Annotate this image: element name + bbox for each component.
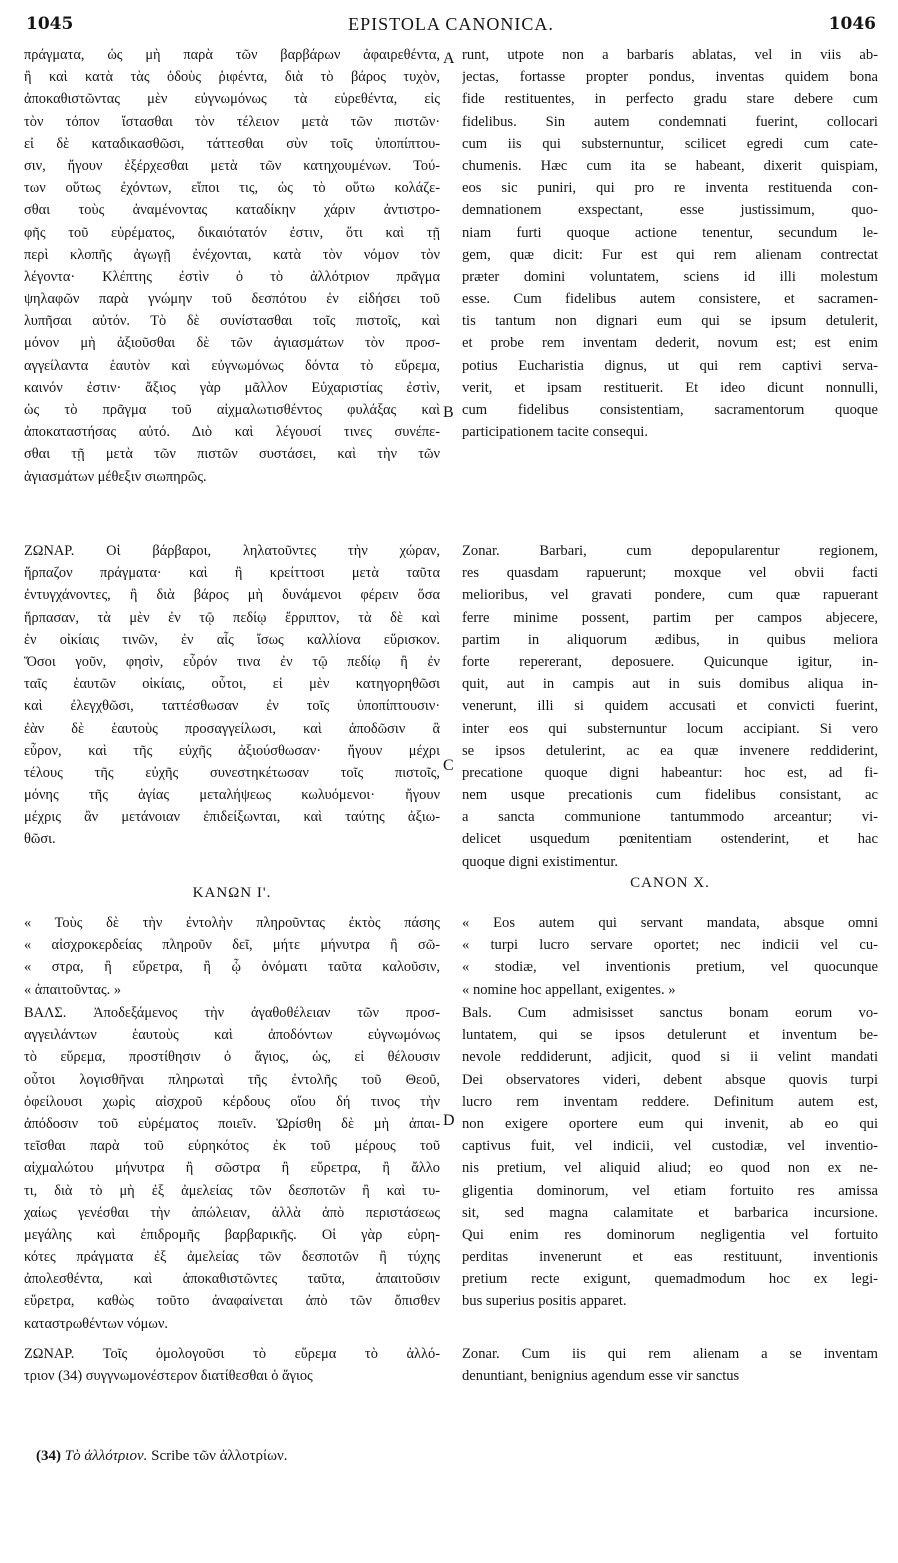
- greek-block-2: [24, 540, 440, 851]
- text-line: chumenis. Hæc cum ita se habeant, dixerit quispiam,: [462, 157, 878, 174]
- text-line: τέλους τῆς εὐχῆς συνεστηκέτωσαν τοῖς πιστοῖς,: [24, 764, 440, 781]
- canon-heading-latin: CANON X.: [630, 875, 710, 891]
- text-line: αγγειλάντων ἑαυτοὺς καὶ ἀποδόντων εὐγνωμόνως: [24, 1027, 440, 1044]
- text-line: ἐν οἰκίαις τινῶν, ἐν αἷς ἴσως καλλίονα εὕρισκον.: [24, 631, 440, 648]
- text-line: « turpi lucro servare oportet; nec indicii vel cu-: [462, 937, 878, 954]
- text-line: ὀφείλουσι χωρὶς αἰσχροῦ κέρδους οἵου δή τινος τὴν: [24, 1093, 440, 1110]
- text-line: captivus fuit, vel indicii, vel custodiæ, vel inventio-: [462, 1138, 878, 1155]
- text-line: potius Eucharistia dignus, ut qui rem captivi serva-: [462, 357, 878, 374]
- text-line: cum iis qui substernuntur, scilicet egredi cum cate-: [462, 135, 878, 152]
- text-line: τὸ εὕρεμα, προστίθησιν ὁ ἅγιος, ὡς, εἰ θέλουσιν: [24, 1049, 440, 1066]
- section-marker-c: C: [443, 757, 454, 774]
- text-line: « stodiæ, vel inventionis pretium, vel quocunque: [462, 959, 878, 976]
- text-line: μέχρις ἂν μετάνοιαν ἐπιδείξωνται, καὶ ταύτης ἀξιω-: [24, 809, 440, 826]
- text-line: demnationem exspectant, esse justissimum, quo-: [462, 202, 878, 219]
- running-title: EPISTOLA CANONICA.: [348, 14, 554, 34]
- text-line: θῶσι.: [24, 831, 56, 848]
- latin-block-2: [462, 540, 878, 873]
- text-line: inter eos qui substernuntur locum accipiant. Si vero: [462, 720, 878, 737]
- text-line: ψηλαφῶν παρὰ γνώμην τοῦ δεσπότου ἐν εἰδήσει τοῦ: [24, 291, 440, 308]
- text-line: participationem tacite consequi.: [462, 424, 648, 441]
- text-line: εἰ δὲ καταδικασθῶσι, τάττεσθαι σὺν τοῖς ὑποπίπτου-: [24, 135, 440, 152]
- text-line: περὶ κλοπῆς ἀγωγῇ ἐνέχονται, κατὰ τὸν νόμον τὸν: [24, 246, 440, 263]
- text-line: denuntiant, benignius agendum esse vir sanctus: [462, 1368, 740, 1385]
- greek-canon-title: [24, 882, 440, 904]
- text-line: αἰχμαλώτου μήνυτρα ἢ σῶστρα ἢ εὕρετρα, ἢ ἄλλο: [24, 1160, 440, 1177]
- text-line: « ἀπαιτοῦντας. »: [24, 981, 122, 998]
- text-line: verit, et ipsam restituerit. Et ideo dicunt nonnulli,: [462, 379, 878, 396]
- text-line: εὗρον, καὶ τῆς εὐχῆς ἀξιούσθωσαν· ἤγουν μέχρι: [24, 742, 440, 759]
- greek-canon-text: [24, 912, 440, 1001]
- section-marker-d: D: [443, 1112, 455, 1129]
- text-line: delicet usquedum pœnitentiam ostenderint, et hac: [462, 831, 878, 848]
- text-line: jectas, fortasse propter pondus, inventas quidem bona: [462, 69, 878, 86]
- greek-block-4: [24, 1343, 440, 1387]
- text-line: a sancta communione tantummodo arceantur; vi-: [462, 809, 878, 826]
- footnote-greek-lemma: Τὸ ἀλλότριον.: [64, 1448, 148, 1464]
- text-line: partim in aliquorum ædibus, in quibus meliora: [462, 631, 878, 648]
- text-line: gem, quæ dicit: Fur est qui rem alienam contrectat: [462, 246, 878, 263]
- latin-canon-title: [462, 872, 878, 894]
- text-line: esse. Cum fidelibus autem consistere, et sacramen-: [462, 291, 878, 308]
- text-line: lucro rem inventam reddere. Definitum autem est,: [462, 1093, 878, 1110]
- text-line: ἐντυγχάνοντες, ἢ διὰ βάρος μὴ δυνάμενοι φέρειν ὅσα: [24, 587, 440, 604]
- page-number-left: 1045: [26, 14, 74, 34]
- text-line: « Τοὺς δὲ τὴν ἐντολὴν πληροῦντας ἐκτὸς πάσης: [24, 915, 440, 931]
- text-line: precatione quoque digni habeantur: hoc est, ad fi-: [462, 764, 878, 781]
- text-line: ΖΩΝΑΡ. Οἱ βάρβαροι, ληλατοῦντες τὴν χώραν,: [24, 543, 440, 559]
- text-line: quoque digni existimentur.: [462, 853, 619, 870]
- footnote-label: (34): [36, 1448, 61, 1464]
- text-line: φῆς τοῦ εὑρέματος, δικαιότατόν ἐστιν, ὅτι καὶ τῇ: [24, 224, 440, 241]
- text-line: ταῖς ἑαυτῶν οἰκίαις, οὗτοι, εἰ μὲν κατηγορηθῶσι: [24, 676, 440, 693]
- latin-block-4: [462, 1343, 878, 1387]
- text-line: σιν, ἤγουν ἐξέρχεσθαι μετὰ τῶν κατηχουμένων. Τού-: [24, 157, 440, 174]
- text-line: ἢ καὶ κατὰ τὰς ὁδοὺς ῥιφέντα, διὰ τὸ βάρος τυχὸν,: [24, 69, 440, 86]
- text-line: σθαι τοὺς ἀναμένοντας καταδίκην χάριν ἀντιστρο-: [24, 202, 440, 219]
- text-line: gligentia dominorum, vel etiam fortuito res amissa: [462, 1182, 878, 1199]
- text-line: ἀποκαθιστῶντας μὲν εὐγνωμόνως τὰ εὑρεθέντα, εἰς: [24, 91, 440, 108]
- text-line: αγγείλαντα ἑαυτὸν καὶ εὐγνωμόνως δόντα τὸ εὕρεμα,: [24, 357, 440, 374]
- text-line: nem usque precationis cum fidelibus consistant, ac: [462, 787, 878, 804]
- text-line: ἁγιασμάτων μέθεξιν σιωπηρῶς.: [24, 468, 207, 485]
- text-line: τεῖσθαι παρὰ τοῦ εὑρηκότος ἐκ τοῦ μέρους τοῦ: [24, 1138, 440, 1155]
- page-number-right: 1046: [828, 14, 876, 34]
- text-line: μόνης τῆς ἁγίας μεταλήψεως κωλυόμενοι· ἤγουν: [24, 787, 440, 804]
- text-line: Qui enim res dominorum negligentia vel fortuito: [462, 1226, 878, 1243]
- text-line: οὗτοι λογισθῆναι πληρωταὶ τῆς ἐντολῆς τοῦ Θεοῦ,: [24, 1071, 440, 1088]
- latin-block-3: [462, 1002, 878, 1313]
- text-line: λυπῆσαι αὐτόν. Τὸ δὲ συνίστασθαι τοῖς πιστοῖς, καὶ: [24, 313, 440, 330]
- text-line: ὡς τὸ πρᾶγμα τοῦ αἰχμαλωτισθέντος φυλάξας καὶ: [24, 402, 440, 418]
- text-line: sit, sed magna calamitate et barbarica incursione.: [462, 1204, 878, 1221]
- text-line: Bals. Cum admisisset sanctus bonam eorum vo-: [462, 1005, 878, 1021]
- canon-heading-greek: ΚΑΝΩΝ Ι'.: [192, 885, 272, 901]
- text-line: bus superius positis apparet.: [462, 1293, 627, 1310]
- text-line: res quasdam rapuerunt; moxque vel obvii facti: [462, 565, 878, 582]
- text-line: πράγματα, ὡς μὴ παρὰ τῶν βαρβάρων ἀφαιρεθέντα,: [24, 47, 440, 63]
- text-line: εὕρετρα, καθὼς τοῦτο ἀναφαίνεται ἀπὸ τῶν ὄπισθεν: [24, 1293, 440, 1310]
- text-line: τὸν τόπον ἵστασθαι τὸν τέλειον μετὰ τῶν πιστῶν·: [24, 113, 440, 130]
- section-marker-a: A: [443, 50, 455, 67]
- latin-block-1: [462, 44, 878, 443]
- text-line: τι, διὰ τὸ μὴ ἐξ ἀμελείας τῶν δεσποτῶν ἢ καὶ τυ-: [24, 1182, 440, 1199]
- text-line: præter domini voluntatem, sciens id illi molestum: [462, 268, 878, 285]
- text-line: λέγοντα· Κλέπτης ἐστὶν ὁ τὸ ἀλλότριον πρᾶγμα: [24, 268, 440, 285]
- text-line: τριον (34) συγγνωμονέστερον διατίθεσθαι ὁ ἅγιος: [24, 1368, 313, 1385]
- text-line: Zonar. Barbari, cum depopularentur regionem,: [462, 543, 878, 559]
- footnote: [36, 1448, 536, 1465]
- text-line: « αἰσχροκερδείας πληροῦν δεῖ, μήτε μήνυτρα ἢ σῶ-: [24, 937, 440, 954]
- greek-block-3: [24, 1002, 440, 1335]
- text-line: « nomine hoc appellant, exigentes. »: [462, 981, 676, 998]
- text-line: σθαι τῇ μετὰ τῶν πιστῶν συστάσει, καὶ τὴν τῶν: [24, 446, 440, 463]
- text-line: μόνον μὴ ἀξιοῦσθαι δὲ τῶν ἁγιασμάτων τὸν προσ-: [24, 335, 440, 352]
- running-header: [26, 14, 876, 40]
- text-line: ἀποκαταστήσας αὐτό. Διὸ καὶ λέγουσί τινες συνέπε-: [24, 424, 440, 441]
- text-line: quit, aut in campis aut in suis domibus aliqua in-: [462, 676, 878, 693]
- text-line: tis tantum non dignari eum qui se ipsum detulerit,: [462, 313, 878, 330]
- text-line: melioribus, vel gravati pondere, cum quæ rapuerant: [462, 587, 878, 604]
- text-line: eos sic puniri, qui pro re inventa restituenda con-: [462, 180, 878, 197]
- text-line: ἀπολεσθέντα, καὶ ἀποκαθιστῶντες ταῦτα, ἀπαιτοῦσιν: [24, 1271, 440, 1288]
- text-line: « Eos autem qui servant mandata, absque omni: [462, 915, 878, 931]
- text-line: Ὅσοι γοῦν, φησὶν, εὗρόν τινα ἐν τῷ πεδίῳ ἢ ἐν: [24, 653, 440, 670]
- text-line: Dei observatores videri, debent absque quovis turpi: [462, 1071, 878, 1088]
- text-line: fide restituentes, in perfecto gradu stare debere cum: [462, 91, 878, 108]
- text-line: venerunt, illi si quidem accusati et convicti fuerint,: [462, 698, 878, 715]
- text-line: se ipsos detulerint, ac ea quæ invenere reddiderint,: [462, 742, 878, 759]
- footnote-text: Scribe τῶν ἀλλοτρίων.: [151, 1448, 288, 1464]
- text-line: ἀπόδοσιν τοῦ εὑρέματος ποιεῖν. Ὡρίσθη δὲ μὴ ἀπαι-: [24, 1115, 440, 1132]
- text-line: των οὕτως ἐχόντων, εἴποι τις, ὡς τὸ οὕτω κολάζε-: [24, 180, 440, 197]
- text-line: Zonar. Cum iis qui rem alienam a se inventam: [462, 1346, 878, 1362]
- text-line: μεγάλης καὶ ἐπιδρομῆς βαρβαρικῆς. Οἱ γὰρ εὑρη-: [24, 1226, 440, 1243]
- text-line: nevole reddiderunt, adjicit, quod si ii velint mandati: [462, 1049, 878, 1066]
- text-line: καὶ ἐλεγχθῶσι, ταττέσθωσαν ἐν τοῖς ὑποπίπτουσιν·: [24, 698, 440, 715]
- text-line: forte repererant, deposuere. Quicunque igitur, in-: [462, 653, 878, 670]
- text-line: ἥρπαζον πράγματα· καὶ ἢ κρείττοσι μετὰ ταῦτα: [24, 565, 440, 582]
- text-line: cum fidelibus consistentiam, sacramentorum quoque: [462, 402, 878, 418]
- text-line: « στρα, ἢ εὕρετρα, ἢ ᾧ ὀνόματι ταῦτα καλοῦσιν,: [24, 959, 440, 976]
- latin-canon-text: [462, 912, 878, 1001]
- text-line: luntatem, qui se ipsos detulerunt et inventum be-: [462, 1027, 878, 1044]
- section-marker-b: B: [443, 404, 454, 421]
- text-line: καινόν ἐστιν· ἄξιος γὰρ μᾶλλον Εὐχαριστίας ἐστὶν,: [24, 379, 440, 396]
- text-line: nis pretium, vel aliquid aliud; eo quod non ex ne-: [462, 1160, 878, 1177]
- text-line: ΖΩΝΑΡ. Τοῖς ὁμολογοῦσι τὸ εὕρεμα τὸ ἀλλό-: [24, 1346, 440, 1362]
- text-line: pretium recte exigunt, quemadmodum hoc ex legi-: [462, 1271, 878, 1288]
- text-line: χαίως γενέσθαι τὴν ἀπώλειαν, ἀλλὰ ἀπὸ περιστάσεως: [24, 1204, 440, 1221]
- text-line: ἐὰν δὲ ἑαυτοὺς προσαγγείλωσι, καὶ ἀποδῶσιν ἃ: [24, 720, 440, 737]
- text-line: niam furti quoque actione tenentur, secundum le-: [462, 224, 878, 241]
- greek-block-1: [24, 44, 440, 488]
- text-line: ΒΑΛΣ. Ἀποδεξάμενος τὴν ἀγαθοθέλειαν τῶν προσ-: [24, 1005, 440, 1021]
- text-line: non exigere oportere eum qui invenit, ab eo qui: [462, 1115, 878, 1132]
- text-line: ferre minime possent, partim per campos abjecere,: [462, 609, 878, 626]
- text-line: καταστρωθέντων νόμων.: [24, 1315, 168, 1332]
- text-line: ἥρπασαν, τὰ μὲν ἐν τῷ πεδίῳ ἔρριπτον, τὰ δὲ καὶ: [24, 609, 440, 626]
- text-line: perditas invenerunt et eas restituunt, inventionis: [462, 1249, 878, 1266]
- text-line: runt, utpote non a barbaris ablatas, vel in viis ab-: [462, 47, 878, 63]
- text-line: fidelibus. Sin autem condemnati fuerint, collocari: [462, 113, 878, 130]
- text-line: et probe rem inventam dederit, novum est; est enim: [462, 335, 878, 352]
- text-line: κότες πράγματα ἐξ ἀμελείας τῶν δεσποτῶν ἢ τύχης: [24, 1249, 440, 1266]
